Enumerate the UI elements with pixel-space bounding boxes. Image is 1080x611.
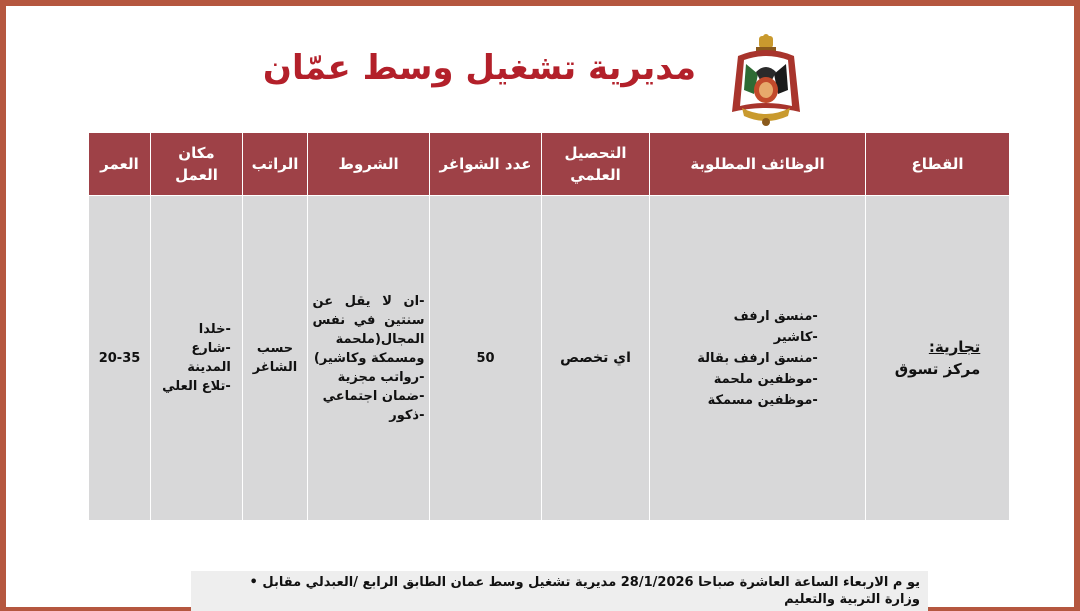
header-location: مكان العمل <box>151 133 243 196</box>
cell-sector <box>866 196 1010 521</box>
cell-location <box>151 196 243 521</box>
table-row <box>89 196 1010 521</box>
job-item: -منسق ارفف بقالة <box>697 350 818 366</box>
header-salary: الراتب <box>243 133 308 196</box>
cell-vacancies: 50 <box>430 196 542 521</box>
job-item: -منسق ارفف <box>733 308 818 324</box>
cell-age <box>89 196 151 521</box>
header-age: العمر <box>89 133 151 196</box>
cell-jobs <box>650 196 866 521</box>
condition-item: -ان لا يقل عن سنتين في نفس المجال(ملحمة ومسمكة وكاشير) <box>312 293 425 366</box>
condition-item: -ضمان اجتماعي <box>322 388 425 404</box>
salary-line: الشاغر <box>252 360 298 375</box>
job-item: -موظفين مسمكة <box>707 392 818 408</box>
footer-line-2: وزارة التربية والتعليم <box>784 592 920 607</box>
footer-note <box>191 571 928 611</box>
cell-conditions <box>308 196 430 521</box>
header-jobs: الوظائف المطلوبة <box>650 133 866 196</box>
header-vacancies: عدد الشواغر <box>430 133 542 196</box>
cell-education: اي تخصص <box>542 196 650 521</box>
header-sector: القطاع <box>866 133 1010 196</box>
jobs-table <box>88 132 1010 521</box>
condition-item: -رواتب مجزية <box>337 369 425 385</box>
footer-line-1: يو م الاربعاء الساعة العاشرة صباحا 28/1/2026 مديرية تشغيل وسط عمان الطابق الرابع /العبدلي مقابل • <box>249 575 920 590</box>
sector-name: مركز تسوق <box>894 360 981 378</box>
age-range: 20-35 <box>98 350 141 366</box>
location-item: المدينة <box>187 360 231 375</box>
location-item: -تلاع العلي <box>162 379 231 394</box>
page-title: مديرية تشغيل وسط عمّان <box>262 48 696 88</box>
jordan-coat-of-arms-icon <box>726 34 806 129</box>
job-item: -موظفين ملحمة <box>713 371 818 387</box>
header <box>262 34 816 134</box>
cell-salary <box>243 196 308 521</box>
salary-line: حسب <box>256 341 294 356</box>
sector-type: تجارية: <box>928 338 981 356</box>
header-conditions: الشروط <box>308 133 430 196</box>
table-header-row <box>89 133 1010 196</box>
header-education: التحصيل العلمي <box>542 133 650 196</box>
location-item: -شارع <box>191 341 231 356</box>
location-item: -خلدا <box>198 322 231 337</box>
condition-item: -ذكور <box>389 407 425 423</box>
job-item: -كاشير <box>773 329 818 345</box>
